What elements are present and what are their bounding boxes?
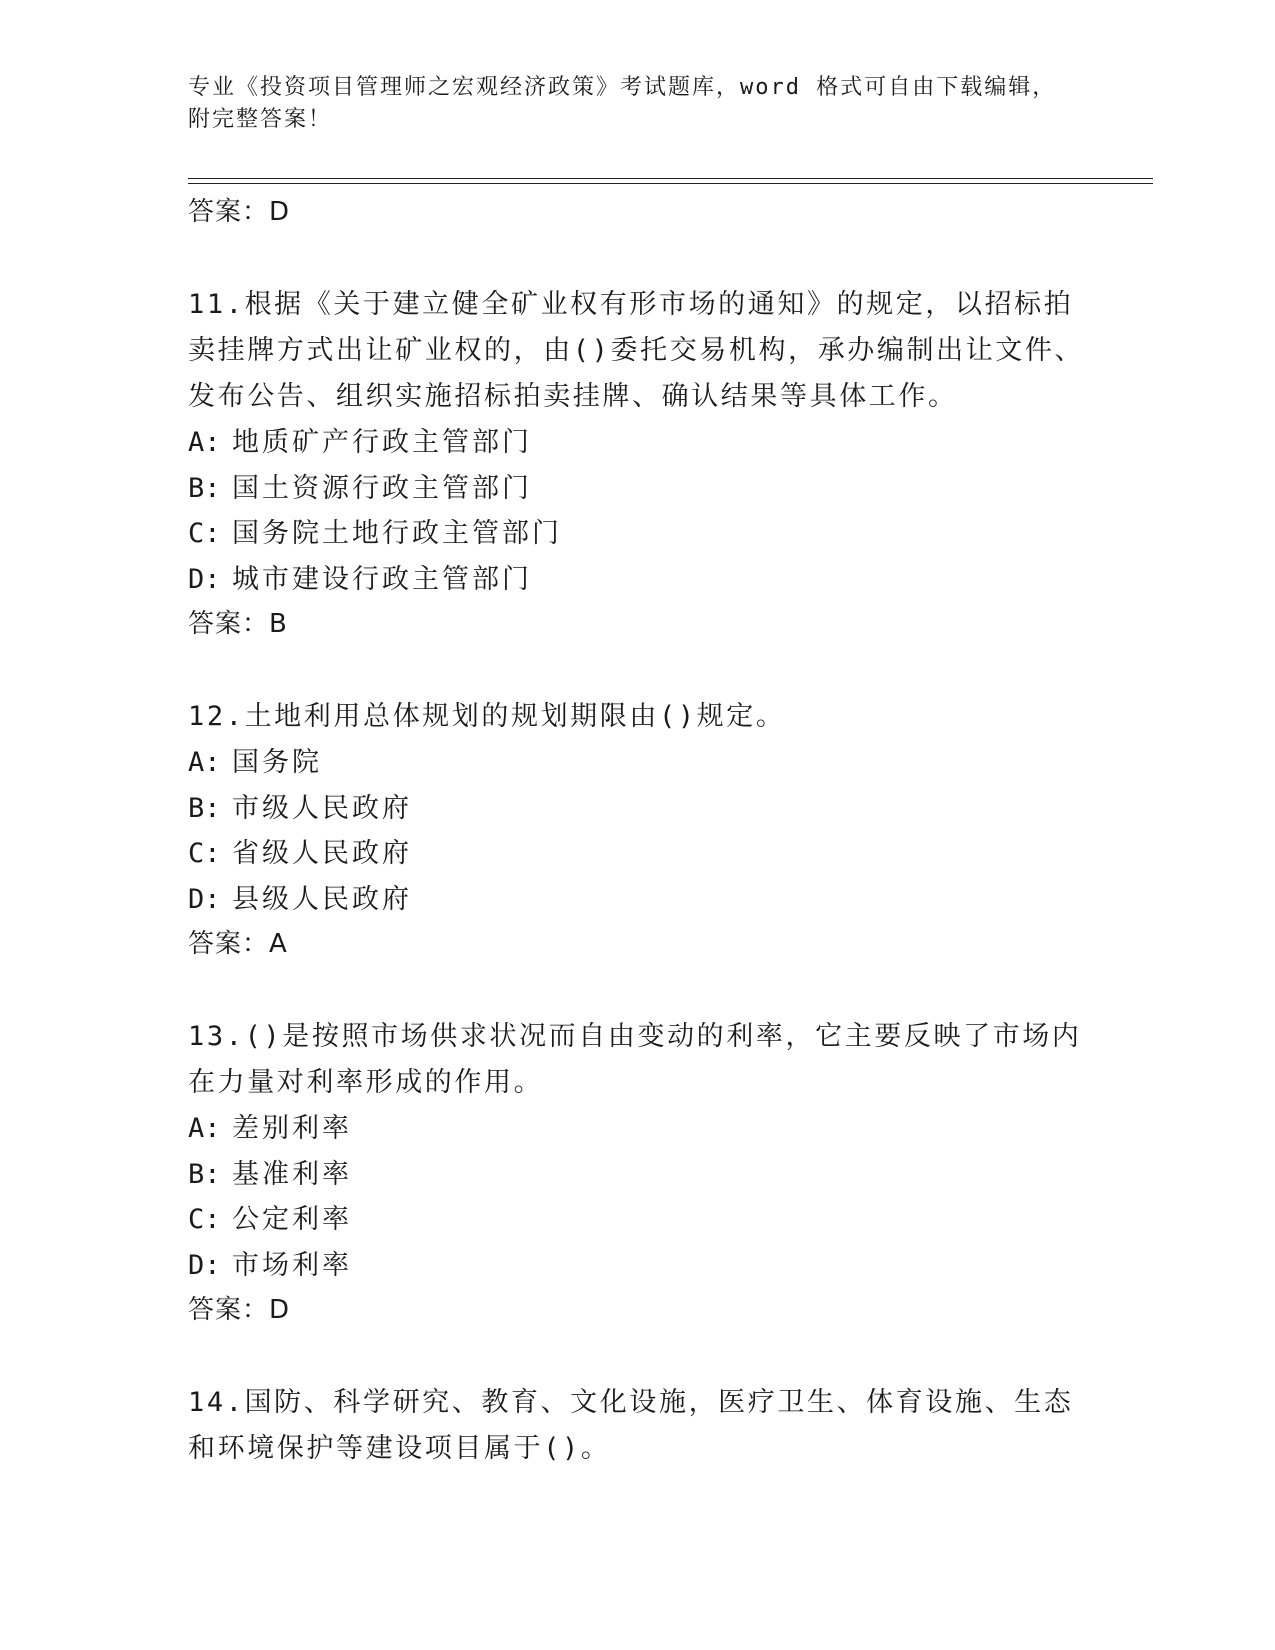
option-b <box>188 466 1088 512</box>
option-letter: A: <box>188 1113 221 1144</box>
question-item <box>188 694 1088 966</box>
question-list <box>188 190 1088 1472</box>
option-text: 地质矿产行政主管部门 <box>232 427 532 458</box>
option-letter: B: <box>188 792 221 824</box>
answer-line: 答案：B <box>188 609 288 639</box>
question-item <box>188 282 1088 646</box>
option-c <box>188 511 1088 557</box>
spacer <box>188 646 1088 694</box>
header-line-2: 附完整答案！ <box>188 107 333 132</box>
option-text: 国土资源行政主管部门 <box>232 472 532 504</box>
option-text: 市场利率 <box>232 1249 352 1281</box>
option-a <box>188 1106 1088 1152</box>
option-text: 市级人民政府 <box>232 792 412 824</box>
option-text: 省级人民政府 <box>232 838 412 869</box>
option-c <box>188 1197 1088 1243</box>
question-text: 13.()是按照市场供求状况而自由变动的利率，它主要反映了市场内在力量对利率形成的作用。 <box>188 1021 1082 1098</box>
question-text: 12.土地利用总体规划的规划期限由()规定。 <box>188 701 786 732</box>
option-letter: D: <box>188 883 221 915</box>
option-text: 县级人民政府 <box>232 883 412 915</box>
option-letter: B: <box>188 1158 221 1190</box>
question-text: 14.国防、科学研究、教育、文化设施，医疗卫生、体育设施、生态和环境保护等建设项目属于()。 <box>188 1387 1074 1464</box>
option-text: 国务院土地行政主管部门 <box>232 518 562 549</box>
spacer <box>188 234 1088 282</box>
option-letter: A: <box>188 747 221 778</box>
option-letter: D: <box>188 1249 221 1281</box>
spacer <box>188 1332 1088 1380</box>
header-divider-top <box>188 178 1153 179</box>
answer-line: 答案：D <box>188 197 291 227</box>
answer-line: 答案：D <box>188 1295 291 1325</box>
option-b <box>188 786 1088 832</box>
option-b <box>188 1152 1088 1198</box>
question-item <box>188 1014 1088 1332</box>
option-text: 差别利率 <box>232 1113 352 1144</box>
spacer <box>188 966 1088 1014</box>
option-text: 基准利率 <box>232 1158 352 1190</box>
option-text: 国务院 <box>232 747 322 778</box>
option-d <box>188 1243 1088 1289</box>
option-letter: B: <box>188 472 221 504</box>
option-letter: C: <box>188 1204 221 1235</box>
option-letter: A: <box>188 427 221 458</box>
answer-line: 答案：A <box>188 929 288 959</box>
option-letter: C: <box>188 518 221 549</box>
option-text: 公定利率 <box>232 1204 352 1235</box>
option-text: 城市建设行政主管部门 <box>232 563 532 595</box>
option-a <box>188 420 1088 466</box>
question-text: 11.根据《关于建立健全矿业权有形市场的通知》的规定，以招标拍卖挂牌方式出让矿业权的，由()委托交易机构，承办编制出让文件、发布公告、组织实施招标拍卖挂牌、确认结果等具体工作。 <box>188 289 1085 412</box>
header-line-1: 专业《投资项目管理师之宏观经济政策》考试题库，word 格式可自由下载编辑， <box>188 75 1057 100</box>
question-item <box>188 1380 1088 1472</box>
option-letter: D: <box>188 563 221 595</box>
option-c <box>188 831 1088 877</box>
header-divider-bottom <box>188 183 1153 184</box>
option-a <box>188 740 1088 786</box>
option-letter: C: <box>188 838 221 869</box>
option-d <box>188 557 1088 603</box>
option-d <box>188 877 1088 923</box>
document-header <box>188 72 1068 136</box>
